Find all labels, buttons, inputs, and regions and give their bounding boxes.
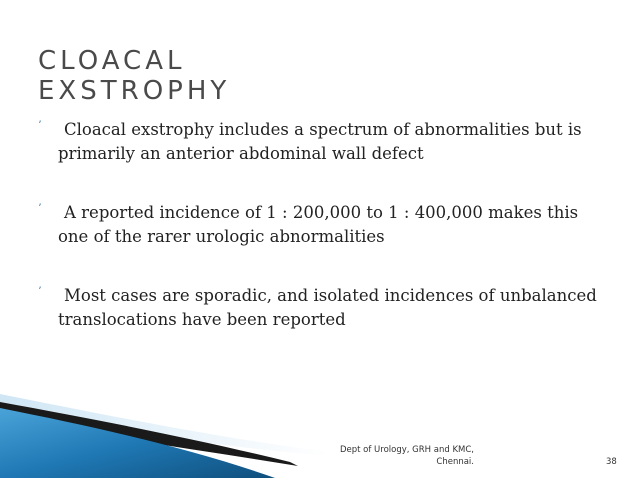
bullet-marker-icon: ʼ — [38, 120, 42, 131]
bullet-list — [38, 118, 598, 331]
bullet-text-3: Most cases are sporadic, and isolated incidences of unbalanced translocations have been reported — [58, 286, 597, 329]
slide-title-line-2: EXSTROPHY — [38, 76, 231, 106]
bullet-text-1: Cloacal exstrophy includes a spectrum of abnormalities but is primarily an anterior abdominal wall defect — [58, 120, 582, 163]
bullet-item-3 — [38, 284, 598, 331]
page-number: 38 — [606, 457, 617, 467]
slide-title — [38, 46, 230, 106]
bullet-item-2 — [38, 201, 598, 248]
bullet-marker-icon: ʼ — [38, 286, 42, 297]
slide-title-line-1: CLOACAL — [38, 46, 186, 76]
bullet-text-2: A reported incidence of 1 : 200,000 to 1 : 400,000 makes this one of the rarer urologic abnormalities — [58, 203, 579, 246]
bullet-marker-icon: ʼ — [38, 203, 42, 214]
footer-affiliation — [318, 444, 474, 468]
bullet-item-1 — [38, 118, 598, 165]
footer-line-1: Dept of Urology, GRH and KMC, — [339, 445, 474, 455]
footer-line-2: Chennai. — [436, 457, 474, 467]
